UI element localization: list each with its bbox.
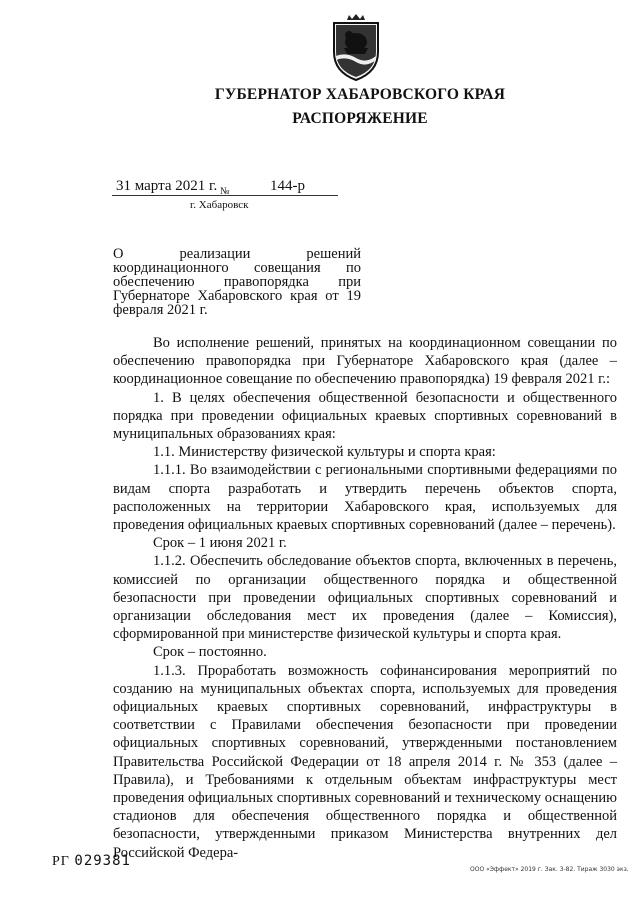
- body-paragraph: Срок – постоянно.: [153, 644, 267, 661]
- order-heading: РАСПОРЯЖЕНИЕ: [292, 110, 428, 127]
- body-paragraph: 1. В целях обеспечения общественной безопасности и общественного порядка при проведении официальных краевых спортивных соревнований в муниципальных образованиях края:: [113, 389, 617, 443]
- body-paragraph: 1.1.3. Проработать возможность софинансирования мероприятий по созданию на муниципальных объектах спорта, используемых для проведения официальных краевых спортивных соревнований, инфраструктуры в соответствии с Правилами обеспечения безопасности при проведении официальных спортивных соревнований, утвержденными постановлением Правительства Российской Федерации от 18 апреля 2014 г. № 353 (далее – Правила), и Требованиями к отдельным объектам инфраструктуры мест проведения официальных спортивных соревнований и техническому оснащению стадионов для обеспечения общественного порядка и общественной безопасности, утвержденными приказом Министерства внутренних дел Российской Федера-: [113, 662, 617, 861]
- coat-of-arms-icon: [330, 14, 382, 82]
- body-paragraph: 1.1.2. Обеспечить обследование объектов спорта, включенных в перечень, комиссией по организации общественного порядка и общественной безопасности при проведении официальных спортивных соревнований и организации обследования мест их проведения (далее – Комиссия), сформированной при министерстве физической культуры и спорта края.: [113, 553, 617, 643]
- form-serial: [52, 853, 131, 870]
- number-mark: №: [220, 186, 230, 197]
- order-date: 31 марта 2021 г.: [116, 178, 218, 194]
- order-body: [113, 334, 617, 862]
- order-place: г. Хабаровск: [190, 199, 249, 211]
- form-serial-number: 029381: [74, 853, 131, 869]
- body-paragraph: Во исполнение решений, принятых на координационном совещании по обеспечению правопорядка при Губернаторе Хабаровского края (далее – координационное совещание по обеспечению правопорядка) 19 февраля 2021 г.:: [113, 335, 617, 388]
- governor-heading: ГУБЕРНАТОР ХАБАРОВСКОГО КРАЯ: [214, 86, 506, 103]
- order-subject: О реализации решений координационного совещания по обеспечению правопорядка при Губернаторе Хабаровского края от 19 февраля 2021 г.: [113, 246, 361, 318]
- form-serial-prefix: РГ: [52, 854, 70, 869]
- body-paragraph: 1.1.1. Во взаимодействии с региональными спортивными федерациями по видам спорта разработать и утвердить перечень объектов спорта, расположенных на территории Хабаровского края, используемых для проведения официальных краевых спортивных соревнований (далее – перечень).: [113, 462, 617, 534]
- date-underline: [112, 195, 338, 196]
- body-paragraph: Срок – 1 июня 2021 г.: [153, 535, 287, 552]
- print-info: ООО «Эффект» 2019 г. Зак. 3-82. Тираж 3030 экз.: [470, 866, 629, 873]
- order-number: 144-р: [270, 178, 305, 194]
- body-paragraph: 1.1. Министерству физической культуры и спорта края:: [153, 444, 496, 461]
